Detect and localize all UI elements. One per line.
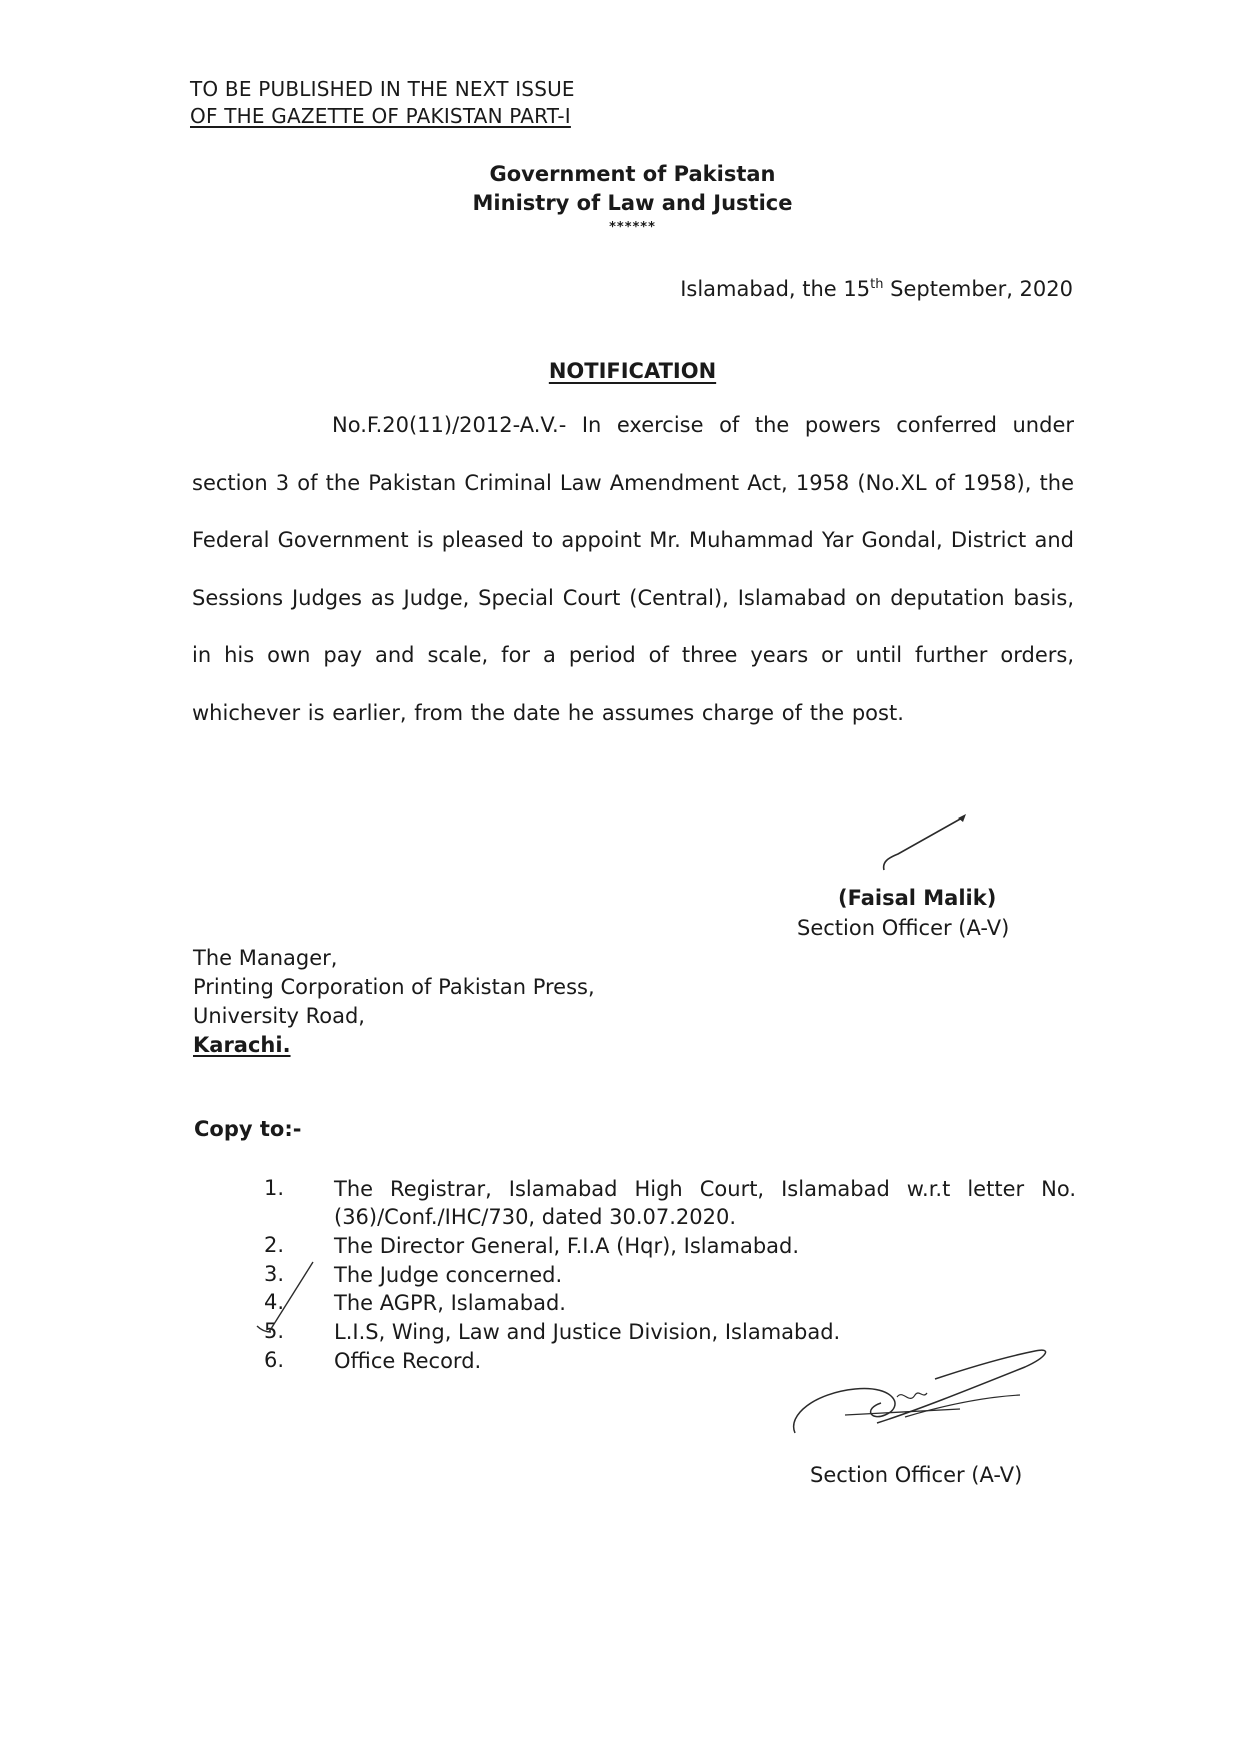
address-line-3: University Road,: [193, 1004, 365, 1028]
list-item-number: 6.: [264, 1348, 285, 1372]
list-item-number: 2.: [264, 1233, 285, 1257]
dateline: [680, 277, 1073, 301]
address-block: [193, 944, 595, 1060]
signatory-title: Section Officer (A-V): [797, 916, 1010, 940]
list-item-text: The Judge concerned.: [334, 1263, 563, 1287]
handwritten-signature-2: [785, 1345, 1055, 1435]
list-item-number: 4.: [264, 1290, 285, 1314]
ministry-title: Ministry of Law and Justice: [472, 191, 793, 215]
list-item-text: Office Record.: [334, 1349, 482, 1373]
address-line-4: Karachi.: [193, 1033, 291, 1057]
notification-body: No.F.20(11)/2012-A.V.- In exercise of the powers conferred under section 3 of the Pakistan Criminal Law Amendment Act, 1958 (No.XL of 1958), the Federal Government is pleased to appoint Mr. Muhammad Yar Gondal, District and Sessions Judges as Judge, Special Court (Central), Islamabad on deputation basis, in his own pay and scale, for a period of three years or until further orders, whichever is earlier, from the date he assumes charge of the post.: [192, 413, 1074, 725]
dateline-prefix: Islamabad, the 15: [680, 277, 871, 301]
list-item-text: The Director General, F.I.A (Hqr), Islamabad.: [334, 1234, 800, 1258]
publication-line-1: TO BE PUBLISHED IN THE NEXT ISSUE: [190, 77, 575, 101]
list-item-text: L.I.S, Wing, Law and Justice Division, Islamabad.: [334, 1320, 841, 1344]
signatory-name: (Faisal Malik): [838, 886, 997, 910]
dateline-sup: th: [870, 277, 884, 292]
list-item-text: The Registrar, Islamabad High Court, Islamabad w.r.t letter No.(36)/Conf./IHC/730, dated 30.07.2020.: [334, 1177, 1076, 1229]
dateline-suffix: September, 2020: [883, 277, 1073, 301]
government-title: Government of Pakistan: [489, 162, 776, 186]
list-item-number: 5.: [264, 1319, 285, 1343]
list-item-number: 3.: [264, 1262, 285, 1286]
signatory-title-2: Section Officer (A-V): [810, 1463, 1023, 1487]
address-line-1: The Manager,: [193, 946, 338, 970]
address-line-2: Printing Corporation of Pakistan Press,: [193, 975, 595, 999]
list-item-number: 1.: [264, 1176, 285, 1200]
publication-line-2: OF THE GAZETTE OF PAKISTAN PART-I: [190, 104, 571, 128]
copy-to-heading: Copy to:-: [194, 1117, 302, 1141]
header-stars: ******: [609, 220, 656, 235]
notification-heading: NOTIFICATION: [548, 359, 717, 383]
list-item-text: The AGPR, Islamabad.: [334, 1291, 566, 1315]
signature-stroke-1: [880, 810, 970, 875]
pen-tick-mark: [255, 1260, 335, 1340]
